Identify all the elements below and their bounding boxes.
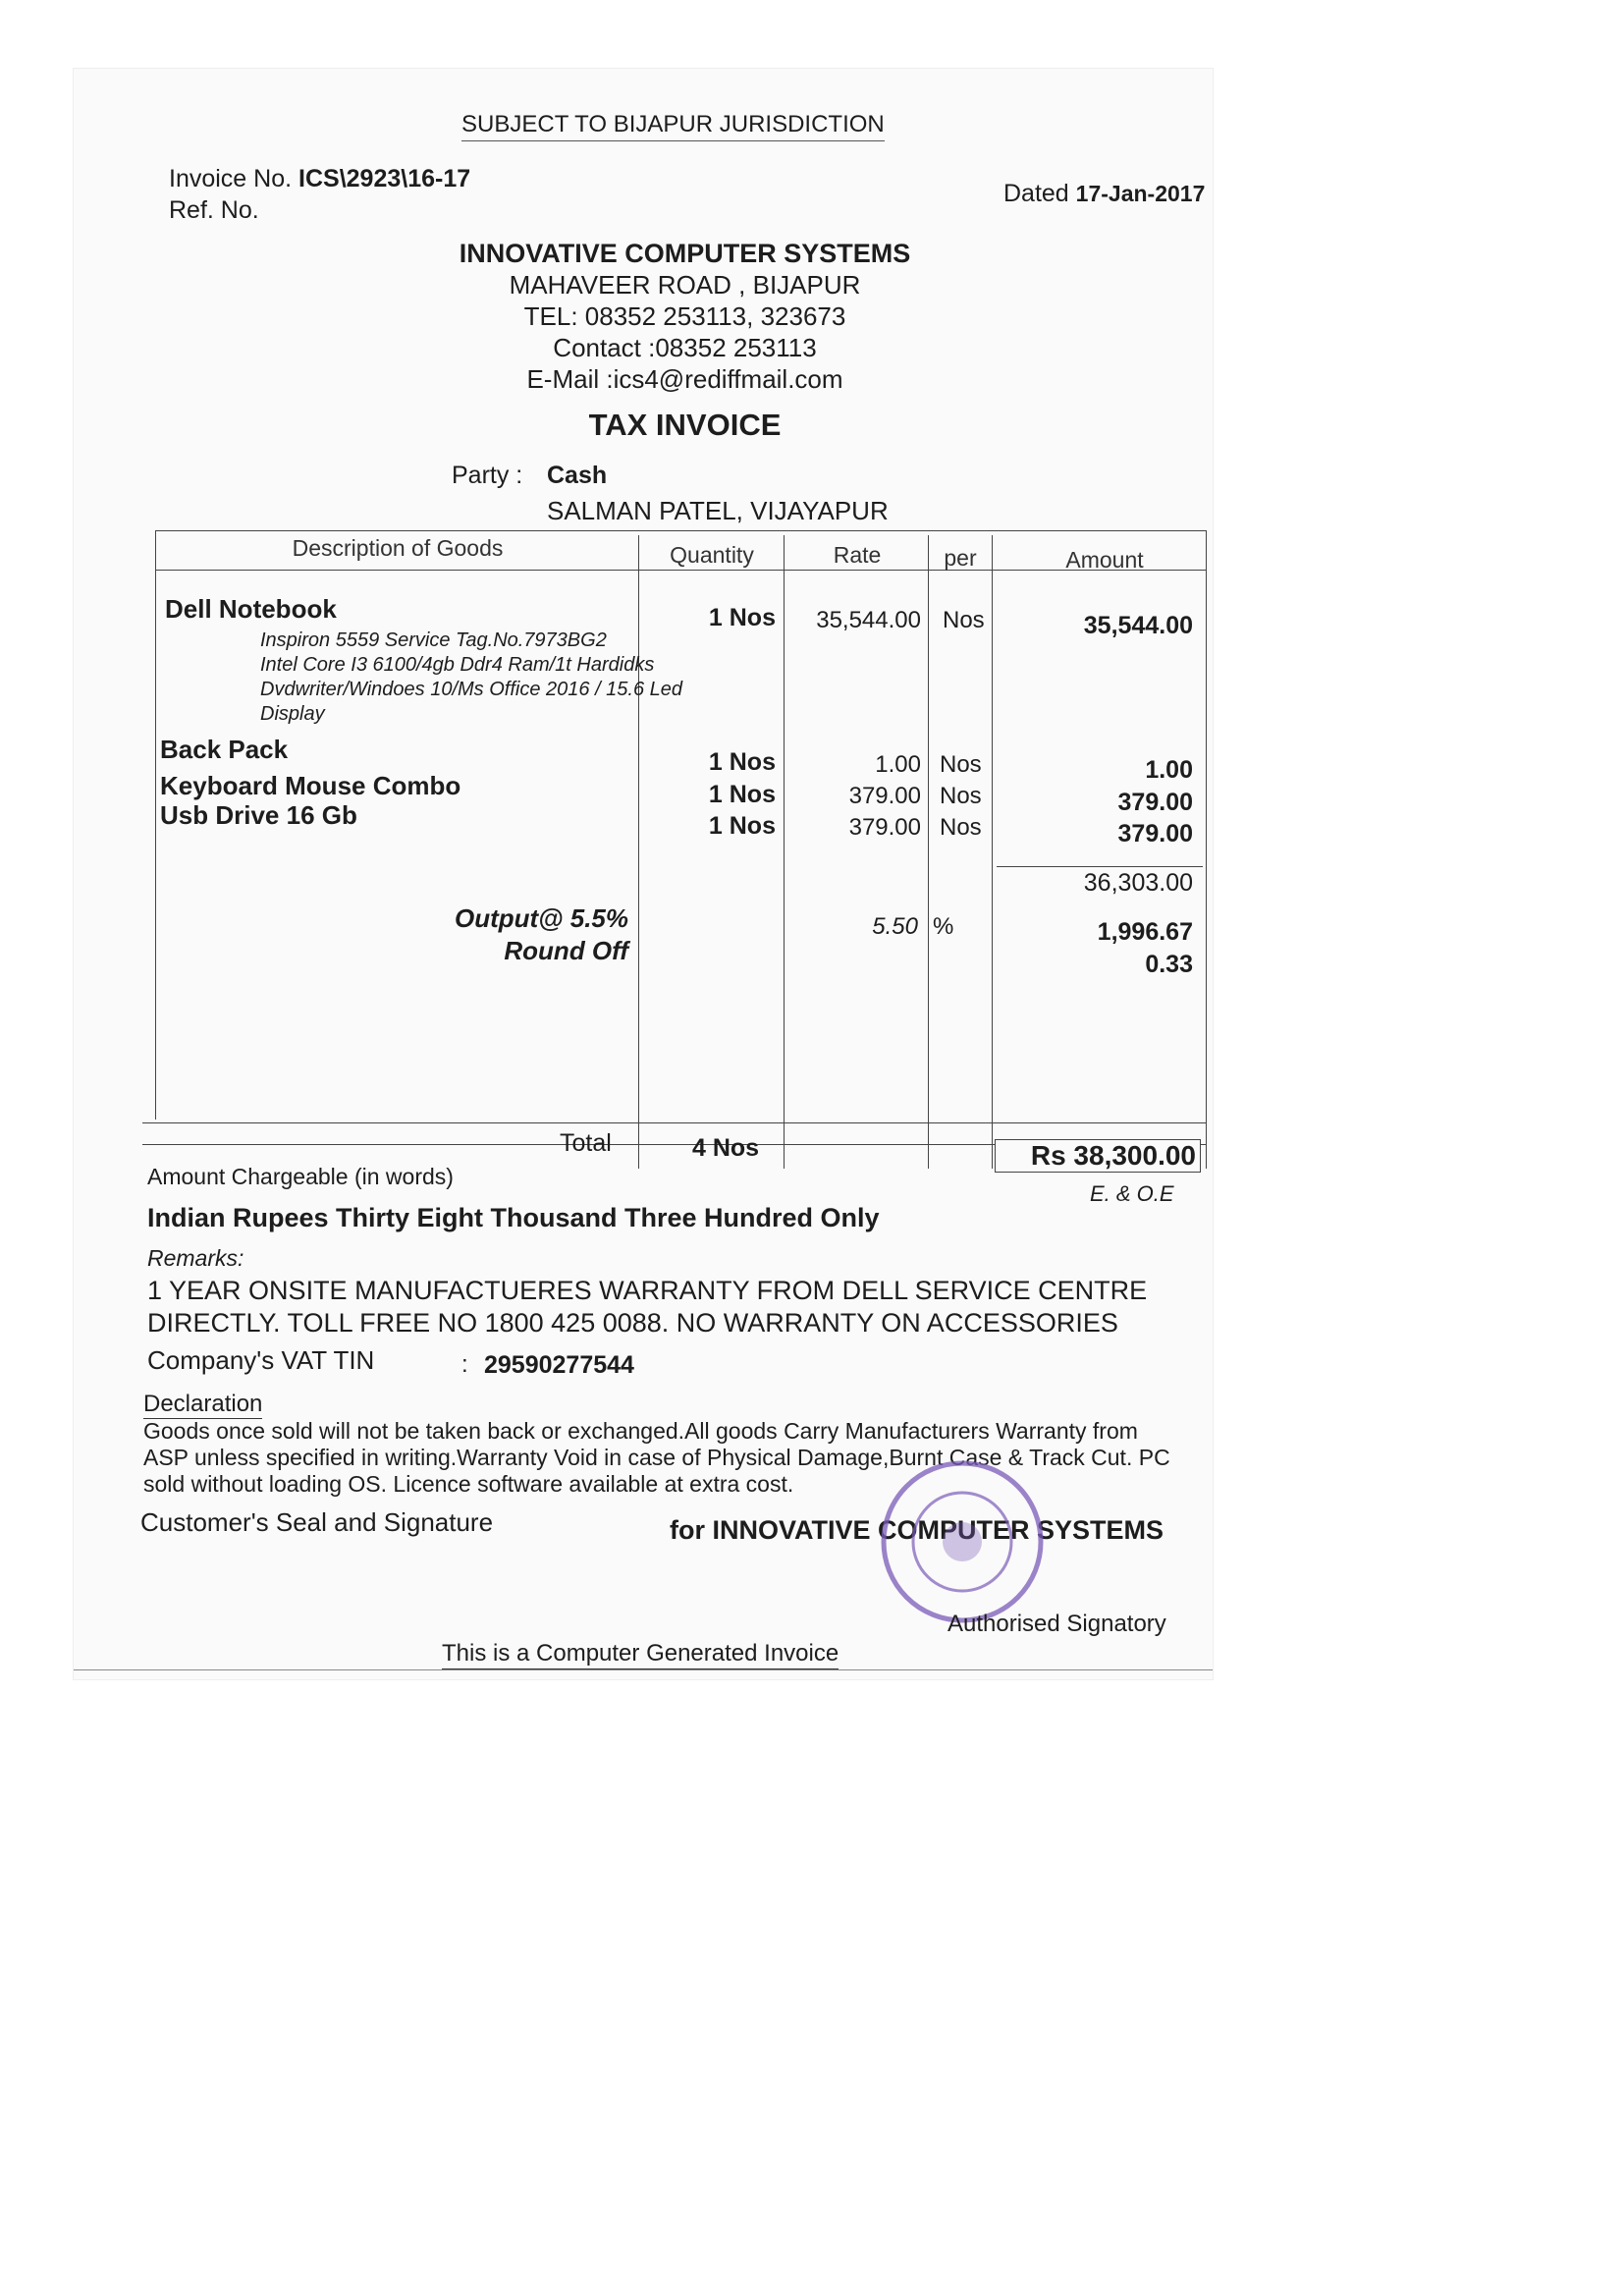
company-tel: TEL: 08352 253113, 323673 bbox=[523, 301, 846, 331]
header-per: per bbox=[944, 545, 977, 571]
item-description: Usb Drive 16 Gb bbox=[160, 800, 357, 830]
item-detail-line: Intel Core I3 6100/4gb Ddr4 Ram/1t Hardidks bbox=[260, 654, 655, 676]
item-per: Nos bbox=[943, 607, 985, 633]
tax-label: Output@ 5.5% bbox=[454, 903, 628, 933]
round-off-label: Round Off bbox=[504, 936, 628, 965]
vat-value: 29590277544 bbox=[484, 1351, 634, 1379]
amount-words-label: Amount Chargeable (in words) bbox=[147, 1164, 454, 1189]
header-rate: Rate bbox=[833, 542, 882, 568]
col-divider-desc bbox=[638, 535, 639, 1169]
item-per: Nos bbox=[940, 814, 982, 841]
header-amount: Amount bbox=[1065, 547, 1144, 573]
item-quantity: 1 Nos bbox=[708, 748, 776, 776]
jurisdiction-note: SUBJECT TO BIJAPUR JURISDICTION bbox=[461, 111, 885, 141]
header-quantity: Quantity bbox=[670, 542, 754, 568]
tax-amount: 1,996.67 bbox=[1097, 918, 1193, 946]
col-divider-per bbox=[992, 535, 993, 1169]
footer-note: This is a Computer Generated Invoice bbox=[442, 1640, 839, 1669]
company-address: MAHAVEER ROAD , BIJAPUR bbox=[509, 270, 861, 300]
col-divider-qty bbox=[784, 535, 785, 1169]
header-description: Description of Goods bbox=[292, 535, 504, 561]
table-top-border bbox=[155, 530, 1206, 531]
company-block bbox=[447, 238, 923, 395]
item-quantity: 1 Nos bbox=[708, 781, 776, 808]
item-description: Keyboard Mouse Combo bbox=[160, 771, 461, 800]
customer-seal-label: Customer's Seal and Signature bbox=[140, 1507, 494, 1537]
ref-number-label: Ref. No. bbox=[169, 196, 259, 224]
invoice-number bbox=[169, 165, 470, 193]
party-label: Party : bbox=[452, 462, 523, 489]
total-top-border bbox=[142, 1122, 1206, 1123]
table-right-border bbox=[1206, 530, 1207, 1169]
item-rate: 1.00 bbox=[875, 751, 921, 778]
remarks-label: Remarks: bbox=[147, 1245, 244, 1271]
item-quantity: 1 Nos bbox=[708, 812, 776, 840]
invoice-number-value: ICS\2923\16-17 bbox=[298, 165, 471, 192]
company-stamp-icon bbox=[874, 1453, 1051, 1630]
tax-per: % bbox=[933, 913, 954, 940]
company-contact: Contact :08352 253113 bbox=[553, 333, 817, 362]
item-amount: 379.00 bbox=[1117, 789, 1193, 816]
round-off-amount: 0.33 bbox=[1145, 951, 1193, 978]
total-label: Total bbox=[560, 1129, 612, 1157]
vat-colon: : bbox=[461, 1351, 468, 1378]
dated-label: Dated bbox=[1003, 180, 1069, 207]
item-amount: 379.00 bbox=[1117, 820, 1193, 847]
date-value: 17-Jan-2017 bbox=[1075, 181, 1206, 206]
item-detail-line: Display bbox=[260, 703, 325, 725]
subtotal-line bbox=[997, 866, 1203, 867]
company-name: INNOVATIVE COMPUTER SYSTEMS bbox=[459, 239, 911, 268]
declaration-text: Goods once sold will not be taken back or exchanged.All goods Carry Manufacturers Warranty from ASP unless specified in writing.Warranty Void in case of Physical Damage,Burnt Case & Track Cut. PC sold without loading OS. Licence software available at extra cost. bbox=[143, 1418, 1170, 1497]
item-per: Nos bbox=[940, 783, 982, 809]
amount-in-words: Indian Rupees Thirty Eight Thousand Three Hundred Only bbox=[147, 1203, 880, 1232]
item-amount: 1.00 bbox=[1145, 756, 1193, 784]
item-quantity: 1 Nos bbox=[708, 604, 776, 631]
item-rate: 379.00 bbox=[848, 783, 921, 809]
table-left-border bbox=[155, 530, 156, 1120]
for-company-label: for INNOVATIVE COMPUTER SYSTEMS bbox=[670, 1515, 1164, 1545]
total-amount: Rs 38,300.00 bbox=[995, 1139, 1201, 1173]
col-divider-rate bbox=[928, 535, 929, 1169]
remarks-text: 1 YEAR ONSITE MANUFACTUERES WARRANTY FROM DELL SERVICE CENTRE DIRECTLY. TOLL FREE NO 1800 425 0088. NO WARRANTY ON ACCESSORIES bbox=[147, 1276, 1148, 1338]
item-description: Dell Notebook bbox=[165, 594, 337, 624]
total-quantity: 4 Nos bbox=[692, 1134, 760, 1162]
party-name: Cash bbox=[547, 462, 608, 489]
item-description: Back Pack bbox=[160, 735, 289, 764]
invoice-number-label: Invoice No. bbox=[169, 165, 293, 192]
subtotal-amount: 36,303.00 bbox=[1083, 869, 1193, 897]
company-email: E-Mail :ics4@rediffmail.com bbox=[526, 364, 843, 394]
party-address: SALMAN PATEL, VIJAYAPUR bbox=[547, 496, 889, 525]
vat-label: Company's VAT TIN bbox=[147, 1345, 375, 1375]
item-detail-line: Dvdwriter/Windoes 10/Ms Office 2016 / 15.6 Led bbox=[260, 679, 683, 700]
document-title: TAX INVOICE bbox=[588, 408, 782, 442]
item-amount: 35,544.00 bbox=[1083, 612, 1193, 639]
authorised-signatory: Authorised Signatory bbox=[947, 1611, 1166, 1637]
invoice-date bbox=[1003, 180, 1205, 208]
item-detail-line: Inspiron 5559 Service Tag.No.7973BG2 bbox=[260, 629, 607, 651]
paper-edge bbox=[74, 1669, 1213, 1670]
item-rate: 379.00 bbox=[848, 814, 921, 841]
item-per: Nos bbox=[940, 751, 982, 778]
declaration-label: Declaration bbox=[143, 1391, 263, 1417]
eoe-note: E. & O.E bbox=[1090, 1181, 1174, 1206]
tax-rate: 5.50 bbox=[872, 913, 918, 940]
item-rate: 35,544.00 bbox=[816, 607, 921, 633]
